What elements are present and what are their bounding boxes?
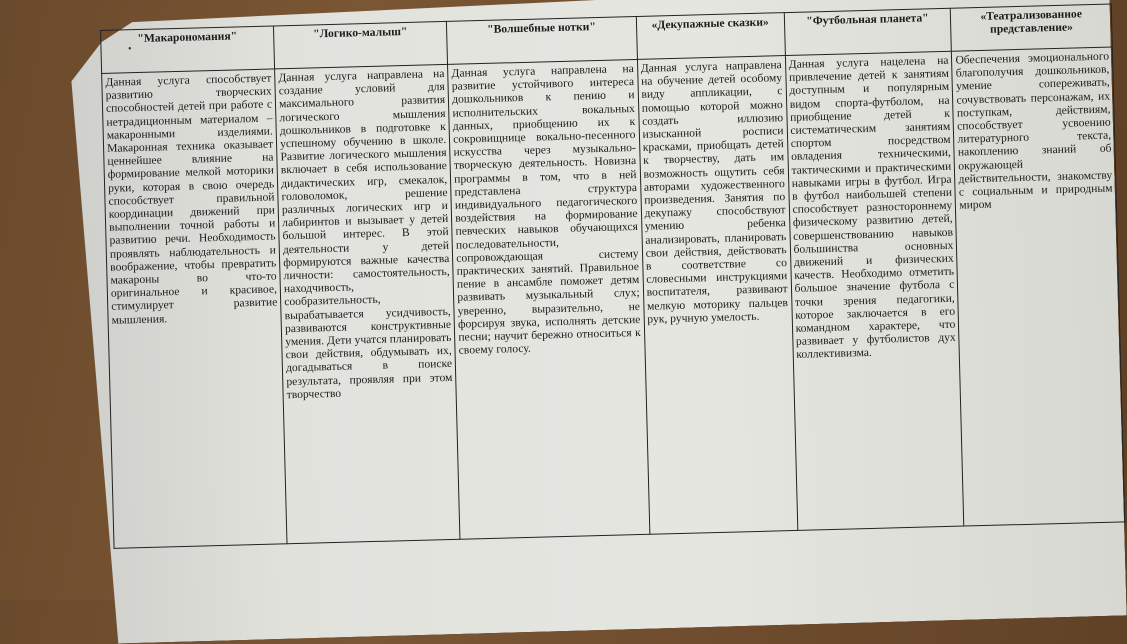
table-cell: Данная услуга направлена на обучение детей особому виду аппликации, с помощью которой можно создать иллюзию изысканной росписи красками, приобщать детей к творчеству, дать им возможность ощутить себя авторами художественного произведения. Занятия по декупажу способствуют умению ребенка анализировать, планировать свои действия, действовать в соответствие со словесными инструкциями воспитателя, развивают мелкую моторику пальцев рук, ручную умелость. xyxy=(637,56,797,535)
document-sheet xyxy=(100,4,1125,610)
table-cell: Данная услуга направлена на развитие устойчивого интереса дошкольников к пению и исполнительских вокальных данных, приобщению их к сокровищнице вокально-песенного искусства через музыкально-творческую деятельность. Новизна программы в том, что в ней представлена структура индивидуального педагогического воздействия на формирование певческих навыков обучающихся последовательности, сопровождающая систему практических занятий. Правильное пение в ансамбле поможет детям развивать музыкальный слух; уверенно, выразительно, не форсируя звука, исполнять детские песни; научит бережно относиться к своему голосу. xyxy=(448,59,650,539)
table-cell: Данная услуга способствует развитию творческих способностей детей при работе с нетрадиционным материалом – макаронными изделиями. Макаронная техника оказывает ценнейшее влияние на формирование мелкой моторики руки, которая в свою очередь способствует правильной координации движений при выполнении точной работы и развитию речи. Необходимость проявлять наблюдательность и воображение, чтобы превратить макароны во что-то оригинальное и красивое, стимулирует развитие мышления. xyxy=(102,69,287,548)
table-cell: Данная услуга направлена на создание условий для максимального развития логического мышления дошкольников в подготовке к успешному обучению в школе. Развитие логического мышления включает в себя использование дидактических игр, смекалок, головоломок, решение различных логических игр и лабиринтов и вызывает у детей большой интерес. В этой деятельности у детей формируются важные качества личности: самостоятельность, находчивость, сообразительность, вырабатывается усидчивость, развиваются конструктивные умения. Дети учатся планировать свои действия, обдумывать их, догадываться в поиске результата, проявляя при этом творчество xyxy=(275,64,460,543)
column-header: «Театрализованное представление» xyxy=(951,4,1113,51)
table-cell: Обеспечения эмоционального благополучия дошкольников, умение сопереживать, сочувствовать персонажам, их поступкам, действиям, способствует усвоению литературного текста, накоплению знаний об окружающей действительности, знакомству с социальным и природным миром xyxy=(952,47,1125,526)
table-row xyxy=(102,47,1125,548)
column-header: "Логико-малыш" xyxy=(274,21,448,69)
column-header: «Декупажные сказки» xyxy=(636,13,785,60)
bullet-mark: • xyxy=(128,44,132,55)
services-table xyxy=(100,4,1125,549)
column-header: "Макарономания" xyxy=(101,26,275,74)
column-header: "Волшебные нотки" xyxy=(447,16,637,64)
column-header: "Футбольная планета" xyxy=(784,8,952,55)
table-cell: Данная услуга нацелена на привлечение детей к занятиям доступным и популярным видом спорта-футболом, на приобщение детей к систематическим занятиям спортом посредством овладения техническими, тактическими и практическими навыками игры в футбол. Игра в футбол наибольшей степени способствует разностороннему физическому развитию детей, совершенствованию навыков большинства основных движений и физических качеств. Необходимо отметить большое значение футбола с точки зрения педагогики, которое заключается в его командном характере, что развивает у футболистов дух коллективизма. xyxy=(785,51,964,530)
